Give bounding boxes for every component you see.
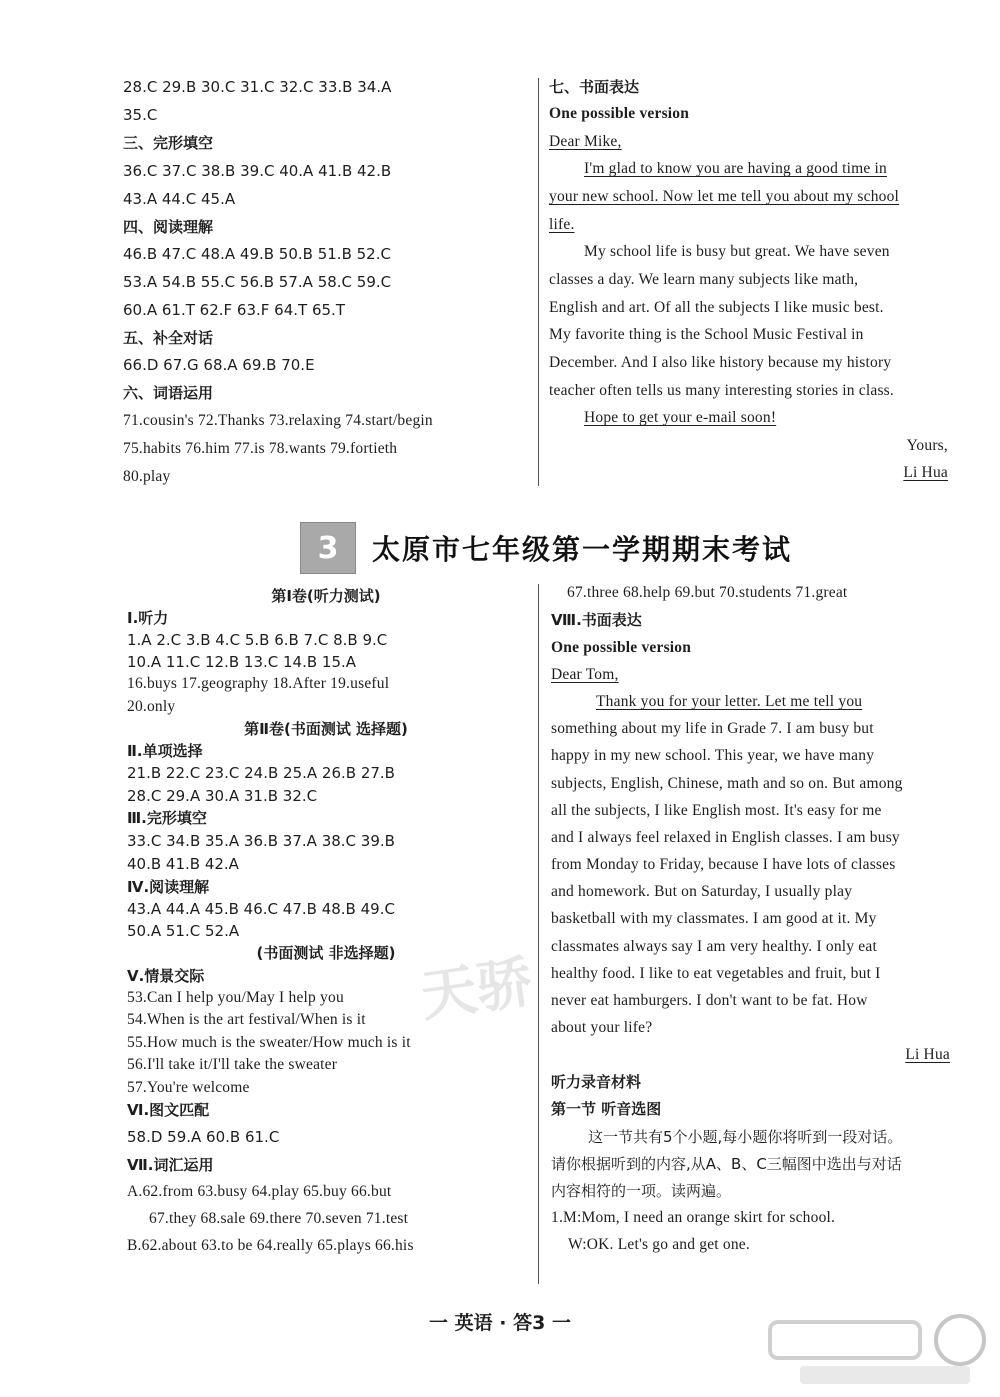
answer-row: 28.C 29.B 30.C 31.C 32.C 33.B 34.A xyxy=(123,78,392,96)
answer-row: 56.I'll take it/I'll take the sweater xyxy=(127,1056,338,1073)
essay-line: basketball with my classmates. I am good at it. My xyxy=(551,910,877,927)
essay-line: all the subjects, I like English most. It's easy for me xyxy=(551,802,882,819)
essay-line: teacher often tells us many interesting stories in class. xyxy=(549,382,894,399)
instruction-line: 这一节共有5个小题,每小题你将听到一段对话。 xyxy=(588,1128,903,1146)
essay-line: something about my life in Grade 7. I am busy but xyxy=(551,720,874,737)
instruction-line: 内容相符的一项。读两遍。 xyxy=(551,1182,732,1200)
dialog-line: W:OK. Let's go and get one. xyxy=(568,1236,750,1253)
answer-row: 43.A 44.A 45.B 46.C 47.B 48.B 49.C xyxy=(127,900,395,918)
answer-row: 35.C xyxy=(123,106,158,124)
answer-row: 53.Can I help you/May I help you xyxy=(127,989,344,1006)
answer-row: B.62.about 63.to be 64.really 65.plays 66.his xyxy=(127,1237,414,1254)
answer-row: 54.When is the art festival/When is it xyxy=(127,1011,366,1028)
letter-signature: Li Hua xyxy=(905,1046,950,1063)
section-heading: Ⅶ.词汇运用 xyxy=(127,1156,214,1174)
essay-line: My favorite thing is the School Music Festival in xyxy=(549,326,864,343)
essay-line: healthy food. I like to eat vegetables and fruit, but I xyxy=(551,965,881,982)
letter-signature: Li Hua xyxy=(903,464,948,481)
corner-logo-icon xyxy=(760,1310,990,1390)
answer-row: 67.they 68.sale 69.there 70.seven 71.test xyxy=(149,1210,409,1227)
answer-row: 57.You're welcome xyxy=(127,1079,250,1096)
answer-row: 66.D 67.G 68.A 69.B 70.E xyxy=(123,356,315,374)
section-heading: Ⅰ.听力 xyxy=(127,609,169,627)
dialog-line: 1.M:Mom, I need an orange skirt for school. xyxy=(551,1209,836,1226)
essay-line: My school life is busy but great. We have seven xyxy=(584,243,890,260)
instruction-line: 请你根据听到的内容,从A、B、C三幅图中选出与对话 xyxy=(551,1155,902,1173)
answer-row: 67.three 68.help 69.but 70.students 71.great xyxy=(567,584,848,601)
version-label: One possible version xyxy=(549,105,690,122)
section-heading: Ⅴ.情景交际 xyxy=(127,967,205,985)
version-label: One possible version xyxy=(551,639,692,656)
letter-greeting: Dear Mike, xyxy=(549,133,622,150)
answer-row: 55.How much is the sweater/How much is it xyxy=(127,1034,411,1051)
essay-line: from Monday to Friday, because I have lots of classes xyxy=(551,856,896,873)
answer-row: 50.A 51.C 52.A xyxy=(127,922,240,940)
answer-row: 21.B 22.C 23.C 24.B 25.A 26.B 27.B xyxy=(127,764,395,782)
answer-row: 36.C 37.C 38.B 39.C 40.A 41.B 42.B xyxy=(123,162,392,180)
essay-line: English and art. Of all the subjects I like music best. xyxy=(549,299,884,316)
answer-row: 28.C 29.A 30.A 31.B 32.C xyxy=(127,787,318,805)
answer-row: A.62.from 63.busy 64.play 65.buy 66.but xyxy=(127,1183,392,1200)
subsection-heading: 第一节 听音选图 xyxy=(551,1100,662,1118)
section-heading: Ⅲ.完形填空 xyxy=(127,809,207,827)
answer-row: 75.habits 76.him 77.is 78.wants 79.fortieth xyxy=(123,440,398,457)
column-divider xyxy=(538,78,539,486)
section-heading: 六、词语运用 xyxy=(123,384,214,402)
essay-line: December. And I also like history because my history xyxy=(549,354,892,371)
answer-row: 53.A 54.B 55.C 56.B 57.A 58.C 59.C xyxy=(123,273,392,291)
essay-line: subjects, English, Chinese, math and so on. But among xyxy=(551,775,903,792)
part-title: 第Ⅰ卷(听力测试) xyxy=(271,587,381,605)
essay-line: your new school. Now let me tell you about my school xyxy=(549,188,900,205)
answer-row: 43.A 44.C 45.A xyxy=(123,190,236,208)
essay-line: about your life? xyxy=(551,1019,653,1036)
letter-closing: Yours, xyxy=(906,437,948,454)
section-heading: 三、完形填空 xyxy=(123,134,214,152)
letter-greeting: Dear Tom, xyxy=(551,666,619,683)
essay-line: happy in my new school. This year, we have many xyxy=(551,747,875,764)
section-heading: Ⅳ.阅读理解 xyxy=(127,878,210,896)
answer-row: 10.A 11.C 12.B 13.C 14.B 15.A xyxy=(127,653,357,671)
essay-line: Thank you for your letter. Let me tell you xyxy=(596,693,863,710)
section-heading: 听力录音材料 xyxy=(551,1073,642,1091)
column-divider xyxy=(538,584,539,1284)
section-heading: Ⅷ.书面表达 xyxy=(551,611,642,629)
answer-row: 60.A 61.T 62.F 63.F 64.T 65.T xyxy=(123,301,345,319)
answer-row: 58.D 59.A 60.B 61.C xyxy=(127,1128,280,1146)
essay-line: and I always feel relaxed in English classes. I am busy xyxy=(551,829,900,846)
page-footer: 一 英语 · 答3 一 xyxy=(429,1312,571,1334)
part-title: (书面测试 非选择题) xyxy=(256,944,396,962)
section-heading: 七、书面表达 xyxy=(549,78,640,96)
essay-line: and homework. But on Saturday, I usually play xyxy=(551,883,853,900)
answer-row: 1.A 2.C 3.B 4.C 5.B 6.B 7.C 8.B 9.C xyxy=(127,631,388,649)
essay-line: life. xyxy=(549,216,575,233)
answer-row: 40.B 41.B 42.A xyxy=(127,855,239,873)
answer-row: 16.buys 17.geography 18.After 19.useful xyxy=(127,675,390,692)
essay-line: classmates always say I am very healthy. I only eat xyxy=(551,938,877,955)
section-title: 太原市七年级第一学期期末考试 xyxy=(372,533,793,566)
essay-line: classes a day. We learn many subjects like math, xyxy=(549,271,859,288)
essay-line: never eat hamburgers. I don't want to be fat. How xyxy=(551,992,868,1009)
watermark-logo: 天骄 xyxy=(416,948,537,1030)
essay-line: I'm glad to know you are having a good time in xyxy=(584,160,887,177)
part-title: 第Ⅱ卷(书面测试 选择题) xyxy=(244,720,408,738)
answer-row: 80.play xyxy=(123,468,171,485)
section-heading: Ⅵ.图文匹配 xyxy=(127,1101,210,1119)
answer-row: 71.cousin's 72.Thanks 73.relaxing 74.start/begin xyxy=(123,412,433,429)
answer-row: 33.C 34.B 35.A 36.B 37.A 38.C 39.B xyxy=(127,832,395,850)
answer-row: 20.only xyxy=(127,698,176,715)
section-heading: 四、阅读理解 xyxy=(123,218,214,236)
answer-row: 46.B 47.C 48.A 49.B 50.B 51.B 52.C xyxy=(123,245,391,263)
section-number-badge: 3 xyxy=(300,522,356,574)
section-heading: 五、补全对话 xyxy=(123,329,214,347)
section-heading: Ⅱ.单项选择 xyxy=(127,742,203,760)
essay-line: Hope to get your e-mail soon! xyxy=(584,409,777,426)
